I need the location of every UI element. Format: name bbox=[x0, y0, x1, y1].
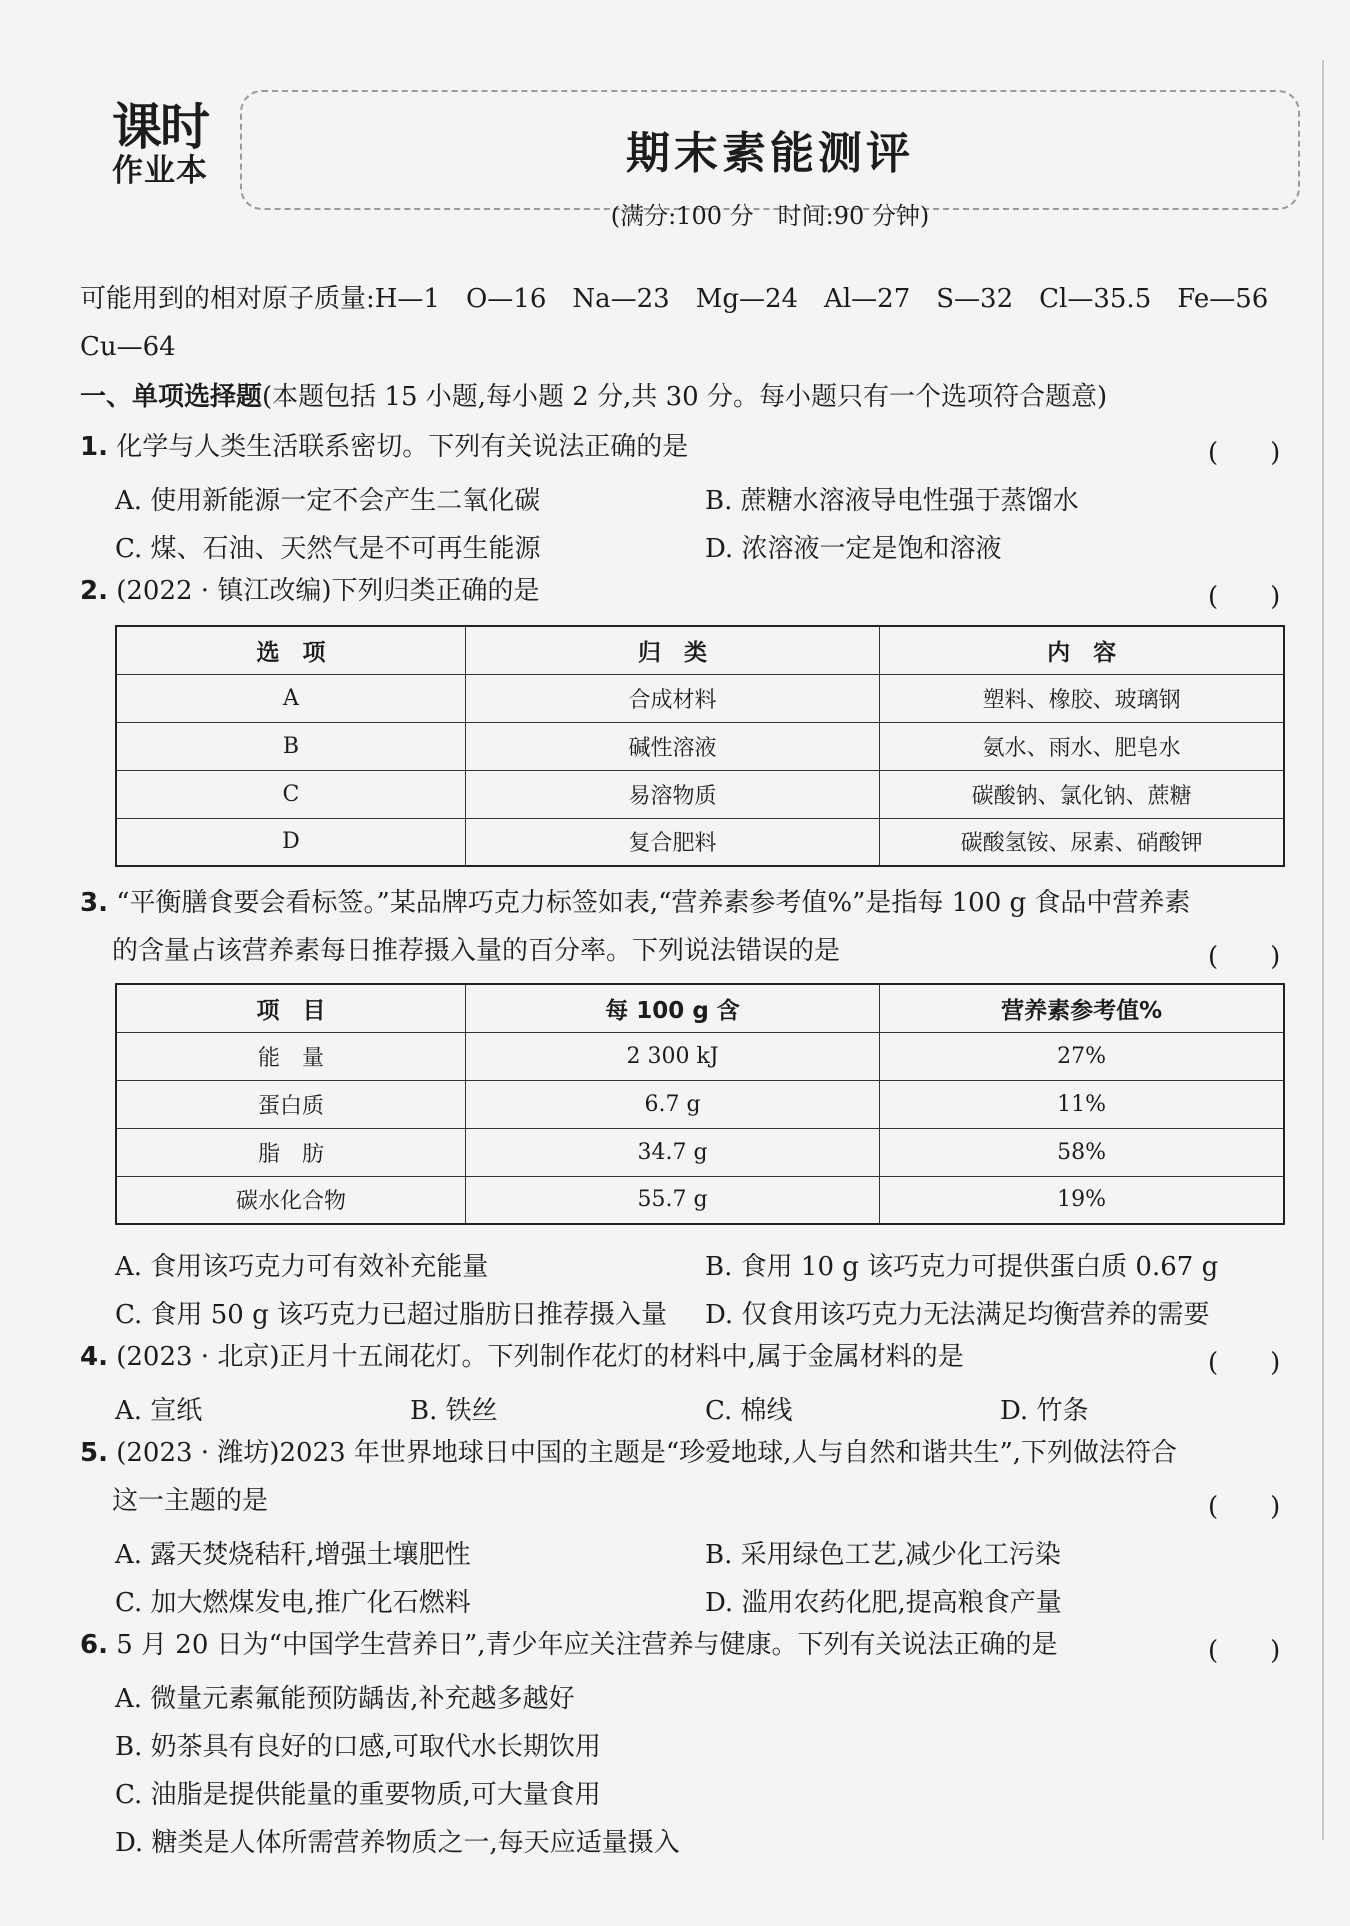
column-header: 选 项 bbox=[116, 626, 465, 674]
table-cell: 复合肥料 bbox=[465, 818, 879, 866]
option-b: B. 铁丝 bbox=[410, 1396, 498, 1426]
table-cell: 19% bbox=[880, 1176, 1284, 1224]
answer-blank: ( ) bbox=[1208, 438, 1281, 468]
logo-bottom-text: 作业本 bbox=[112, 153, 208, 189]
table-cell: 34.7 g bbox=[465, 1128, 879, 1176]
table-header-row bbox=[116, 984, 1284, 1032]
question-text: 5 月 20 日为“中国学生营养日”,青少年应关注营养与健康。下列有关说法正确的是 bbox=[116, 1630, 1058, 1660]
option-b: B. 食用 10 g 该巧克力可提供蛋白质 0.67 g bbox=[705, 1252, 1219, 1282]
question-4-stem bbox=[80, 1342, 964, 1373]
atomic-masses-line-1: 可能用到的相对原子质量:H—1 O—16 Na—23 Mg—24 Al—27 S—32 Cl—35.5 Fe—56 bbox=[80, 284, 1269, 314]
column-header: 归 类 bbox=[465, 626, 879, 674]
table-cell: 蛋白质 bbox=[116, 1080, 465, 1128]
table-row bbox=[116, 1080, 1284, 1128]
option-b: B. 奶茶具有良好的口感,可取代水长期饮用 bbox=[115, 1732, 601, 1762]
table-cell: B bbox=[116, 722, 465, 770]
question-text: (2022 · 镇江改编)下列归类正确的是 bbox=[116, 576, 540, 606]
question-text: 化学与人类生活联系密切。下列有关说法正确的是 bbox=[116, 432, 689, 462]
question-1-stem bbox=[80, 432, 688, 463]
option-d: D. 滥用农药化肥,提高粮食产量 bbox=[705, 1588, 1062, 1618]
question-6-stem bbox=[80, 1630, 1058, 1661]
question-text: (2023 · 北京)正月十五闹花灯。下列制作花灯的材料中,属于金属材料的是 bbox=[116, 1342, 964, 1372]
option-d: D. 竹条 bbox=[1000, 1396, 1089, 1426]
table-cell: 合成材料 bbox=[465, 674, 879, 722]
table-row bbox=[116, 674, 1284, 722]
table-cell: 55.7 g bbox=[465, 1176, 879, 1224]
question-3-stem-line-2: 的含量占该营养素每日推荐摄入量的百分率。下列说法错误的是 bbox=[112, 936, 841, 966]
question-5-stem-line-1 bbox=[80, 1438, 1177, 1469]
table-row bbox=[116, 1128, 1284, 1176]
question-number: 4. bbox=[80, 1342, 108, 1372]
table-cell: 58% bbox=[880, 1128, 1284, 1176]
option-a: A. 使用新能源一定不会产生二氧化碳 bbox=[115, 486, 541, 516]
question-text: “平衡膳食要会看标签。”某品牌巧克力标签如表,“营养素参考值%”是指每 100 g 食品中营养素 bbox=[116, 888, 1191, 918]
table-row bbox=[116, 722, 1284, 770]
table-cell: 11% bbox=[880, 1080, 1284, 1128]
question-2-stem bbox=[80, 576, 539, 607]
option-a: A. 宣纸 bbox=[115, 1396, 203, 1426]
table-cell: 2 300 kJ bbox=[465, 1032, 879, 1080]
question-number: 5. bbox=[80, 1438, 108, 1468]
option-d: D. 仅食用该巧克力无法满足均衡营养的需要 bbox=[705, 1300, 1210, 1330]
option-a: A. 食用该巧克力可有效补充能量 bbox=[115, 1252, 489, 1282]
option-c: C. 煤、石油、天然气是不可再生能源 bbox=[115, 534, 541, 564]
nutrition-table bbox=[115, 983, 1285, 1225]
table-cell: C bbox=[116, 770, 465, 818]
table-cell: 碳水化合物 bbox=[116, 1176, 465, 1224]
binding-edge bbox=[1322, 60, 1324, 1840]
table-cell: 能 量 bbox=[116, 1032, 465, 1080]
option-c: C. 加大燃煤发电,推广化石燃料 bbox=[115, 1588, 471, 1618]
table-cell: 脂 肪 bbox=[116, 1128, 465, 1176]
column-header: 每 100 g 含 bbox=[465, 984, 879, 1032]
answer-blank: ( ) bbox=[1208, 1636, 1281, 1666]
table-cell: 塑料、橡胶、玻璃钢 bbox=[880, 674, 1284, 722]
table-row bbox=[116, 770, 1284, 818]
table-cell: 碳酸氢铵、尿素、硝酸钾 bbox=[880, 818, 1284, 866]
answer-blank: ( ) bbox=[1208, 942, 1281, 972]
table-cell: 碱性溶液 bbox=[465, 722, 879, 770]
option-d: D. 糖类是人体所需营养物质之一,每天应适量摄入 bbox=[115, 1828, 680, 1858]
logo-top-text: 课时 bbox=[112, 98, 208, 156]
question-5-stem-line-2: 这一主题的是 bbox=[112, 1486, 269, 1516]
table-row bbox=[116, 1032, 1284, 1080]
exam-meta: (满分:100 分 时间:90 分钟) bbox=[610, 202, 930, 230]
question-number: 1. bbox=[80, 432, 108, 462]
option-c: C. 食用 50 g 该巧克力已超过脂肪日推荐摄入量 bbox=[115, 1300, 668, 1330]
table-cell: A bbox=[116, 674, 465, 722]
atomic-masses-line-2: Cu—64 bbox=[80, 332, 176, 362]
option-a: A. 露天焚烧秸秆,增强土壤肥性 bbox=[115, 1540, 471, 1570]
question-number: 3. bbox=[80, 888, 108, 918]
table-cell: 碳酸钠、氯化钠、蔗糖 bbox=[880, 770, 1284, 818]
table-cell: 6.7 g bbox=[465, 1080, 879, 1128]
section-heading bbox=[80, 382, 1107, 413]
option-b: B. 采用绿色工艺,减少化工污染 bbox=[705, 1540, 1061, 1570]
answer-blank: ( ) bbox=[1208, 1492, 1281, 1522]
brand-logo bbox=[100, 98, 220, 189]
option-b: B. 蔗糖水溶液导电性强于蒸馏水 bbox=[705, 486, 1079, 516]
table-row bbox=[116, 1176, 1284, 1224]
column-header: 营养素参考值% bbox=[880, 984, 1284, 1032]
question-number: 6. bbox=[80, 1630, 108, 1660]
answer-blank: ( ) bbox=[1208, 1348, 1281, 1378]
answer-blank: ( ) bbox=[1208, 582, 1281, 612]
exam-title: 期末素能测评 bbox=[626, 128, 914, 179]
column-header: 内 容 bbox=[880, 626, 1284, 674]
column-header: 项 目 bbox=[116, 984, 465, 1032]
section-title: 一、单项选择题 bbox=[80, 382, 263, 412]
section-note: (本题包括 15 小题,每小题 2 分,共 30 分。每小题只有一个选项符合题意) bbox=[262, 382, 1108, 412]
question-number: 2. bbox=[80, 576, 108, 606]
option-c: C. 油脂是提供能量的重要物质,可大量食用 bbox=[115, 1780, 601, 1810]
option-c: C. 棉线 bbox=[705, 1396, 793, 1426]
table-cell: 易溶物质 bbox=[465, 770, 879, 818]
table-cell: D bbox=[116, 818, 465, 866]
classification-table bbox=[115, 625, 1285, 867]
option-d: D. 浓溶液一定是饱和溶液 bbox=[705, 534, 1002, 564]
question-text: (2023 · 潍坊)2023 年世界地球日中国的主题是“珍爱地球,人与自然和谐共生”,下列做法符合 bbox=[116, 1438, 1178, 1468]
table-cell: 氨水、雨水、肥皂水 bbox=[880, 722, 1284, 770]
option-a: A. 微量元素氟能预防龋齿,补充越多越好 bbox=[115, 1684, 575, 1714]
table-header-row bbox=[116, 626, 1284, 674]
table-cell: 27% bbox=[880, 1032, 1284, 1080]
table-row bbox=[116, 818, 1284, 866]
question-3-stem-line-1 bbox=[80, 888, 1190, 919]
